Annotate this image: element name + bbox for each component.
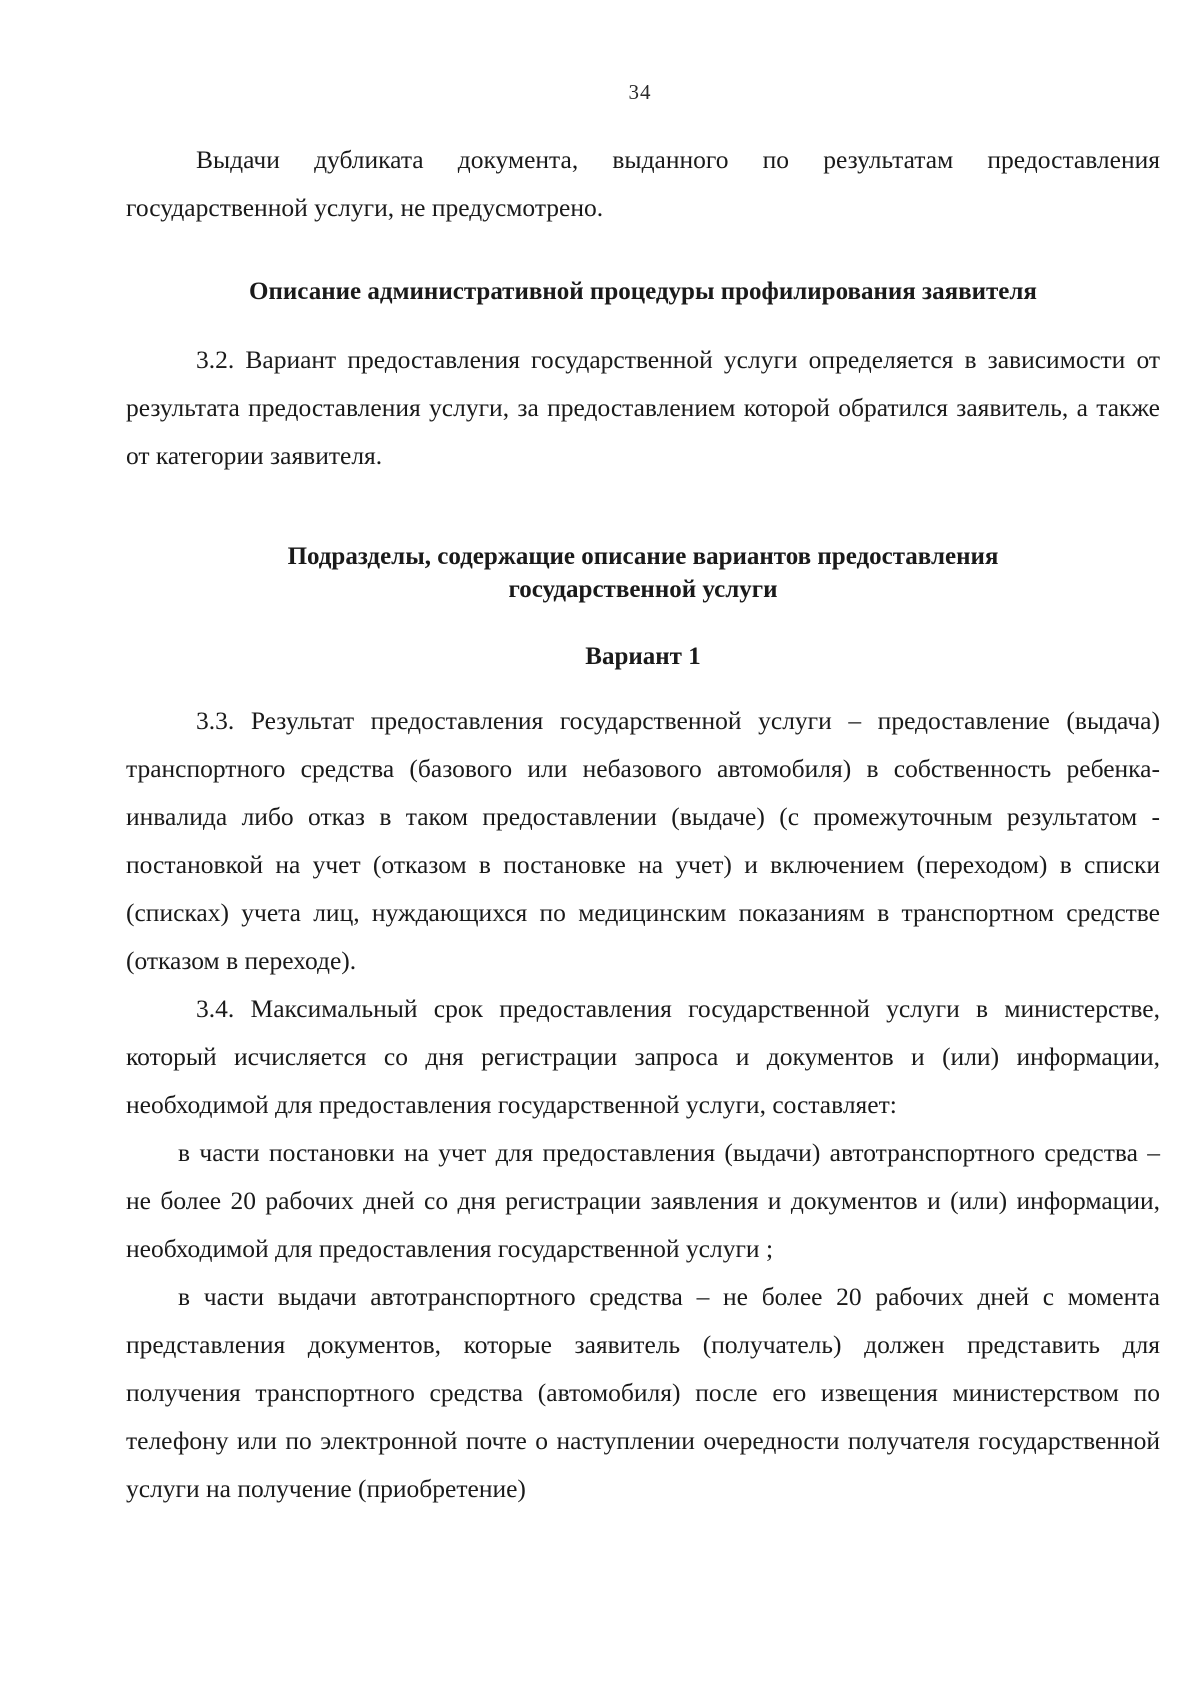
profiling-block [126,336,1160,480]
section-heading-variants-line1: Подразделы, содержащие описание вариантов предоставления [287,543,999,570]
variant-title: Вариант 1 [585,643,701,670]
paragraph-issuance-term: в части выдачи автотранспортного средства – не более 20 рабочих дней с момента представления документов, которые заявитель (получатель) должен представить для получения транспортного средства (автомобиля) после его извещения министерством по телефону или по электронной почте о наступлении очередности получателя государственной услуги на получение (приобретение) [126,1282,1160,1503]
paragraph-3-4: 3.4. Максимальный срок предоставления государственной услуги в министерстве, который исчисляется со дня регистрации запроса и документов и (или) информации, необходимой для предоставления государственной услуги, составляет: [126,994,1160,1119]
section-heading-variants-line2: государственной услуги [508,576,778,603]
intro-paragraph: Выдачи дубликата документа, выданного по результатам предоставления государственной услуги, не предусмотрено. [126,145,1160,222]
paragraph-3-2: 3.2. Вариант предоставления государственной услуги определяется в зависимости от результата предоставления услуги, за предоставлением которой обратился заявитель, а также от категории заявителя. [126,345,1160,470]
variant-1-block [126,697,1160,1513]
paragraph-3-3: 3.3. Результат предоставления государственной услуги – предоставление (выдача) транспортного средства (базового или небазового автомобиля) в собственность ребенка-инвалида либо отказ в таком предоставлении (выдаче) (с промежуточным результатом - постановкой на учет (отказом в постановке на учет) и включением (переходом) в списки (списках) учета лиц, нуждающихся по медицинским показаниям в транспортном средстве (отказом в переходе). [126,706,1160,975]
intro-block [126,136,1160,232]
section-heading-profiling: Описание административной процедуры профилирования заявителя [249,278,1037,305]
page-number: 34 [628,80,652,104]
paragraph-registration-term: в части постановки на учет для предоставления (выдачи) автотранспортного средства – не более 20 рабочих дней со дня регистрации заявления и документов и (или) информации, необходимой для предоставления государственной услуги ; [126,1138,1160,1263]
section-heading-variants [126,540,1160,606]
